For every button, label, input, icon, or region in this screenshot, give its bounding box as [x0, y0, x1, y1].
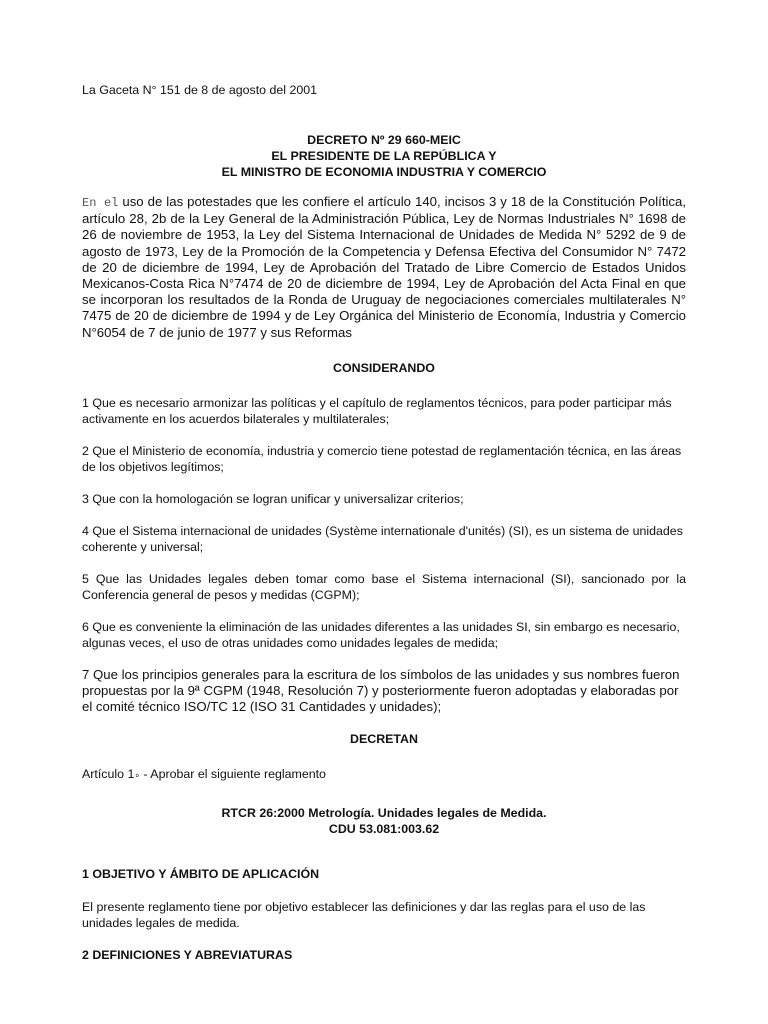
- decree-number: DECRETO Nº 29 660-MEIC: [307, 133, 461, 147]
- preamble-paragraph: [82, 194, 686, 341]
- decree-authority-2: EL MINISTRO DE ECONOMIA INDUSTRIA Y COMERCIO: [221, 165, 547, 179]
- section-2-heading: 2 DEFINICIONES Y ABREVIATURAS: [82, 948, 293, 963]
- articulo-ordinal-mark: ∘: [134, 770, 140, 781]
- gaceta-reference: La Gaceta N° 151 de 8 de agosto del 2001: [82, 83, 318, 97]
- preamble-lead-words: En el: [82, 196, 119, 210]
- articulo-prefix: Artículo 1: [82, 767, 135, 782]
- considerando-heading: CONSIDERANDO: [333, 360, 435, 375]
- preamble-text: uso de las potestades que les confiere el artículo 140, incisos 3 y 18 de la Constitución Política, artículo 28, 2b de la Ley General de la Administración Pública, Ley de Normas Industriales N° 1698 de 26 de noviembre de 1953, la Ley del Sistema Internacional de Unidades de Medida N° 5292 de 9 de agosto de 1973, Ley de la Promoción de la Competencia y Defensa Efectiva del Consumidor N° 7472 de 20 de diciembre de 1994, Ley de Aprobación del Tratado de Libre Comercio de Estados Unidos Mexicanos-Costa Rica N°7474 de 20 de diciembre de 1994, Ley de Aprobación del Acta Final en que se incorporan los resultados de la Ronda de Uruguay de negociaciones comerciales multilaterales N° 7475 de 20 de diciembre de 1994 y de Ley Orgánica del Ministerio de Economía, Industria y Comercio N°6054 de 7 de junio de 1977 y sus Reformas: [82, 194, 687, 340]
- considerando-item-7: 7 Que los principios generales para la escritura de los símbolos de las unidades y sus nombres fueron propuestas por la 9ª CGPM (1948, Resolución 7) y posteriormente fueron adoptadas y elaboradas por el comité técnico ISO/TC 12 (ISO 31 Cantidades y unidades);: [82, 666, 680, 715]
- considerando-item-3: 3 Que con la homologación se logran unificar y universalizar criterios;: [82, 491, 464, 506]
- decree-authority-1: EL PRESIDENTE DE LA REPÚBLICA Y: [271, 149, 497, 163]
- rtcr-cdu: CDU 53.081:003.62: [328, 822, 440, 837]
- decree-title: [82, 132, 686, 180]
- considerando-item-5: 5 Que las Unidades legales deben tomar como base el Sistema internacional (SI), sancionado por la Conferencia general de pesos y medidas (CGPM);: [82, 571, 686, 602]
- rtcr-title: RTCR 26:2000 Metrología. Unidades legales de Medida.: [221, 806, 547, 821]
- considerando-item-1: 1 Que es necesario armonizar las políticas y el capítulo de reglamentos técnicos, para poder participar más activamente en los acuerdos bilaterales y multilaterales;: [82, 395, 672, 426]
- considerando-item-6: 6 Que es conveniente la eliminación de las unidades diferentes a las unidades SI, sin embargo es necesario, algunas veces, el uso de otras unidades como unidades legales de medida;: [82, 619, 680, 650]
- considerando-item-4: 4 Que el Sistema internacional de unidades (Système internationale d'unités) (SI), es un sistema de unidades coherente y universal;: [82, 523, 683, 554]
- considerando-item-2: 2 Que el Ministerio de economía, industria y comercio tiene potestad de reglamentación técnica, en las áreas de los objetivos legítimos;: [82, 443, 682, 474]
- decretan-heading: DECRETAN: [350, 732, 418, 747]
- articulo-1: [82, 766, 686, 783]
- section-1-text: El presente reglamento tiene por objetivo establecer las definiciones y dar las reglas para el uso de las unidades legales de medida.: [82, 900, 646, 931]
- section-1-heading: 1 OBJETIVO Y ÁMBITO DE APLICACIÓN: [82, 867, 320, 882]
- articulo-text: - Aprobar el siguiente reglamento: [139, 767, 326, 782]
- rtcr-title-block: [82, 805, 686, 837]
